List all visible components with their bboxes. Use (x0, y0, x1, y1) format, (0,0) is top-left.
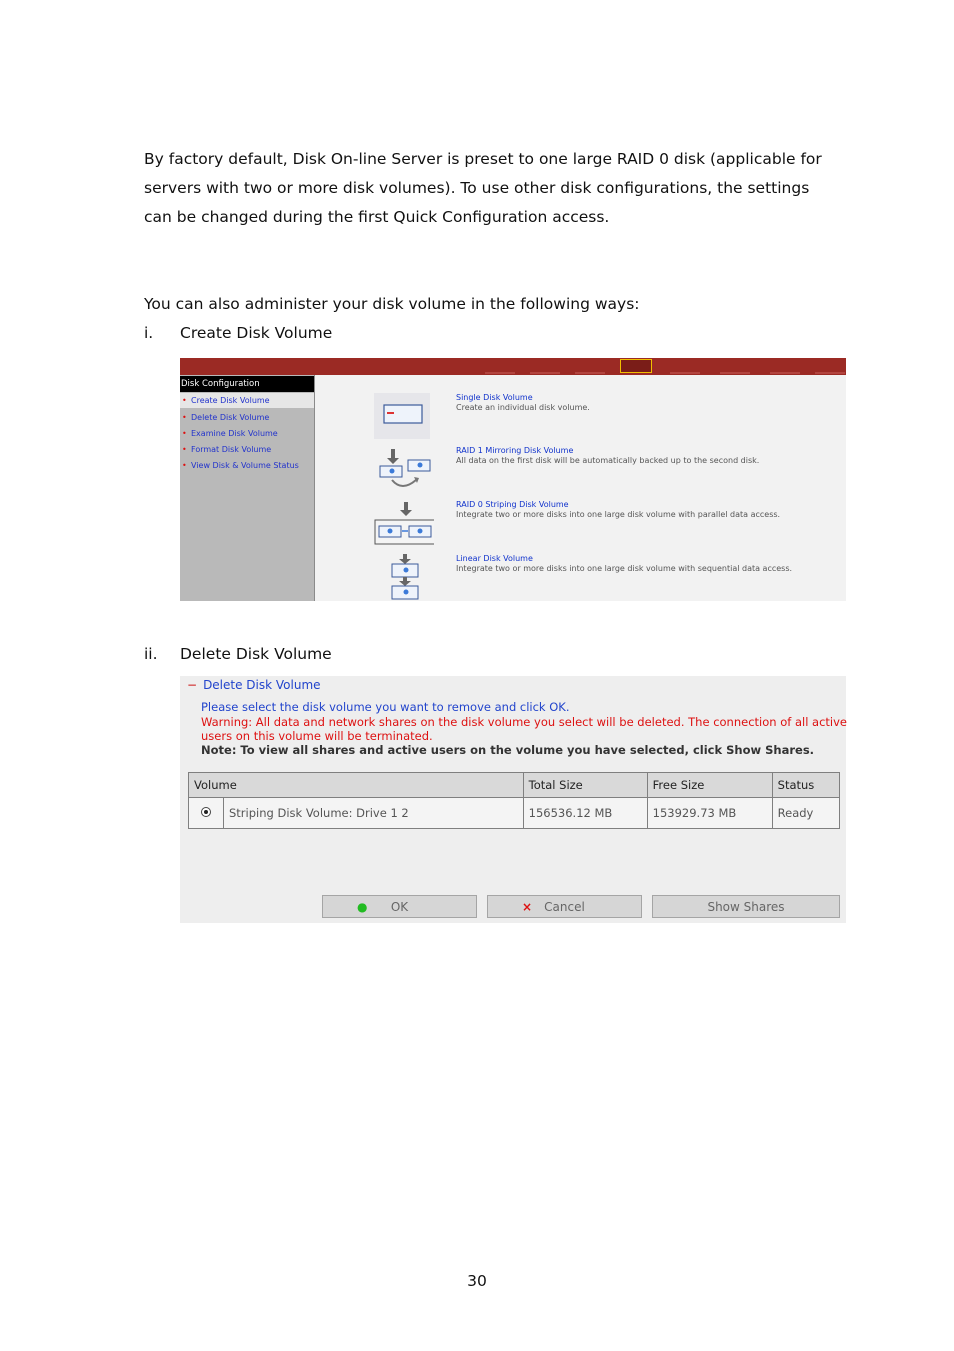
toolbar-icon[interactable] (530, 361, 560, 374)
sidebar-title: Disk Configuration (180, 376, 314, 392)
page-number: 30 (467, 1272, 487, 1290)
option-title: Single Disk Volume (456, 393, 533, 402)
warning-message-cont: users on this volume will be terminated. (201, 729, 433, 743)
column-header-status: Status (772, 773, 839, 798)
delete-disk-volume-screenshot (180, 676, 846, 923)
list-item (144, 644, 332, 664)
table-row[interactable] (189, 798, 840, 829)
option-raid0[interactable] (370, 500, 840, 550)
status-cell: Ready (772, 798, 839, 829)
toolbar-icon[interactable] (485, 361, 515, 374)
ok-button[interactable] (322, 895, 477, 918)
sidebar-item-examine[interactable]: • Examine Disk Volume (180, 426, 314, 441)
volume-cell: Striping Disk Volume: Drive 1 2 (224, 798, 524, 829)
select-message: Please select the disk volume you want to remove and click OK. (201, 700, 570, 714)
volume-table (188, 772, 840, 829)
volume-radio[interactable] (201, 807, 211, 817)
warning-message: Warning: All data and network shares on the disk volume you select will be deleted. The connection of all active (201, 715, 847, 729)
cancel-button[interactable] (487, 895, 642, 918)
disk-toolbar-icon[interactable] (620, 359, 652, 373)
toolbar-icon[interactable] (770, 361, 800, 374)
ways-paragraph: You can also administer your disk volume in the following ways: (144, 295, 640, 313)
list-number: ii. (144, 645, 158, 663)
column-header-total: Total Size (523, 773, 647, 798)
striping-disk-icon (370, 500, 434, 550)
option-desc: All data on the first disk will be automatically backed up to the second disk. (456, 456, 760, 465)
linear-disk-icon (370, 554, 434, 604)
ok-icon: ● (357, 900, 368, 914)
note-message: Note: To view all shares and active users on the volume you have selected, click Show Shares. (201, 743, 815, 757)
total-size-cell: 156536.12 MB (523, 798, 647, 829)
show-shares-label: Show Shares (707, 900, 785, 914)
free-size-cell: 153929.73 MB (647, 798, 772, 829)
divider (314, 375, 315, 601)
column-header-free: Free Size (647, 773, 772, 798)
option-raid1[interactable] (370, 446, 840, 496)
top-toolbar (180, 358, 846, 375)
section-heading[interactable] (187, 678, 321, 692)
collapse-icon[interactable]: − (187, 678, 198, 692)
list-item (144, 323, 332, 343)
column-header-volume: Volume (189, 773, 524, 798)
sidebar (180, 375, 314, 601)
list-label: Create Disk Volume (180, 324, 333, 342)
option-title: Linear Disk Volume (456, 554, 533, 563)
ok-label: OK (390, 900, 409, 914)
toolbar-icon[interactable] (670, 361, 700, 374)
option-desc: Integrate two or more disks into one large disk volume with sequential data access. (456, 564, 793, 573)
create-disk-volume-screenshot (180, 358, 846, 601)
cancel-label: Cancel (544, 900, 585, 914)
mirror-disk-icon (370, 446, 434, 496)
single-disk-icon (370, 393, 434, 443)
table-header-row (189, 773, 840, 798)
list-label: Delete Disk Volume (180, 645, 332, 663)
sidebar-item-create[interactable]: • Create Disk Volume (180, 393, 314, 408)
option-title: RAID 1 Mirroring Disk Volume (456, 446, 574, 455)
list-number: i. (144, 324, 154, 342)
show-shares-button[interactable] (652, 895, 840, 918)
intro-paragraph: By factory default, Disk On-line Server is preset to one large RAID 0 disk (applicable for servers with two or more disk volumes). To use other disk configurations, the settings can be changed during the first Quick Configuration access. (144, 150, 822, 226)
cancel-icon: × (522, 900, 533, 914)
toolbar-icon[interactable] (575, 361, 605, 374)
option-desc: Integrate two or more disks into one large disk volume with parallel data access. (456, 510, 781, 519)
sidebar-item-format[interactable]: • Format Disk Volume (180, 442, 314, 457)
option-linear[interactable] (370, 554, 840, 604)
heading-label: Delete Disk Volume (203, 678, 321, 692)
radio-cell[interactable] (189, 798, 224, 829)
toolbar-icon[interactable] (720, 361, 750, 374)
sidebar-item-delete[interactable]: • Delete Disk Volume (180, 410, 314, 425)
option-single[interactable] (370, 393, 840, 443)
toolbar-icon[interactable] (815, 361, 845, 374)
sidebar-item-status[interactable]: • View Disk & Volume Status (180, 458, 314, 473)
option-title: RAID 0 Striping Disk Volume (456, 500, 569, 509)
option-desc: Create an individual disk volume. (456, 403, 590, 412)
